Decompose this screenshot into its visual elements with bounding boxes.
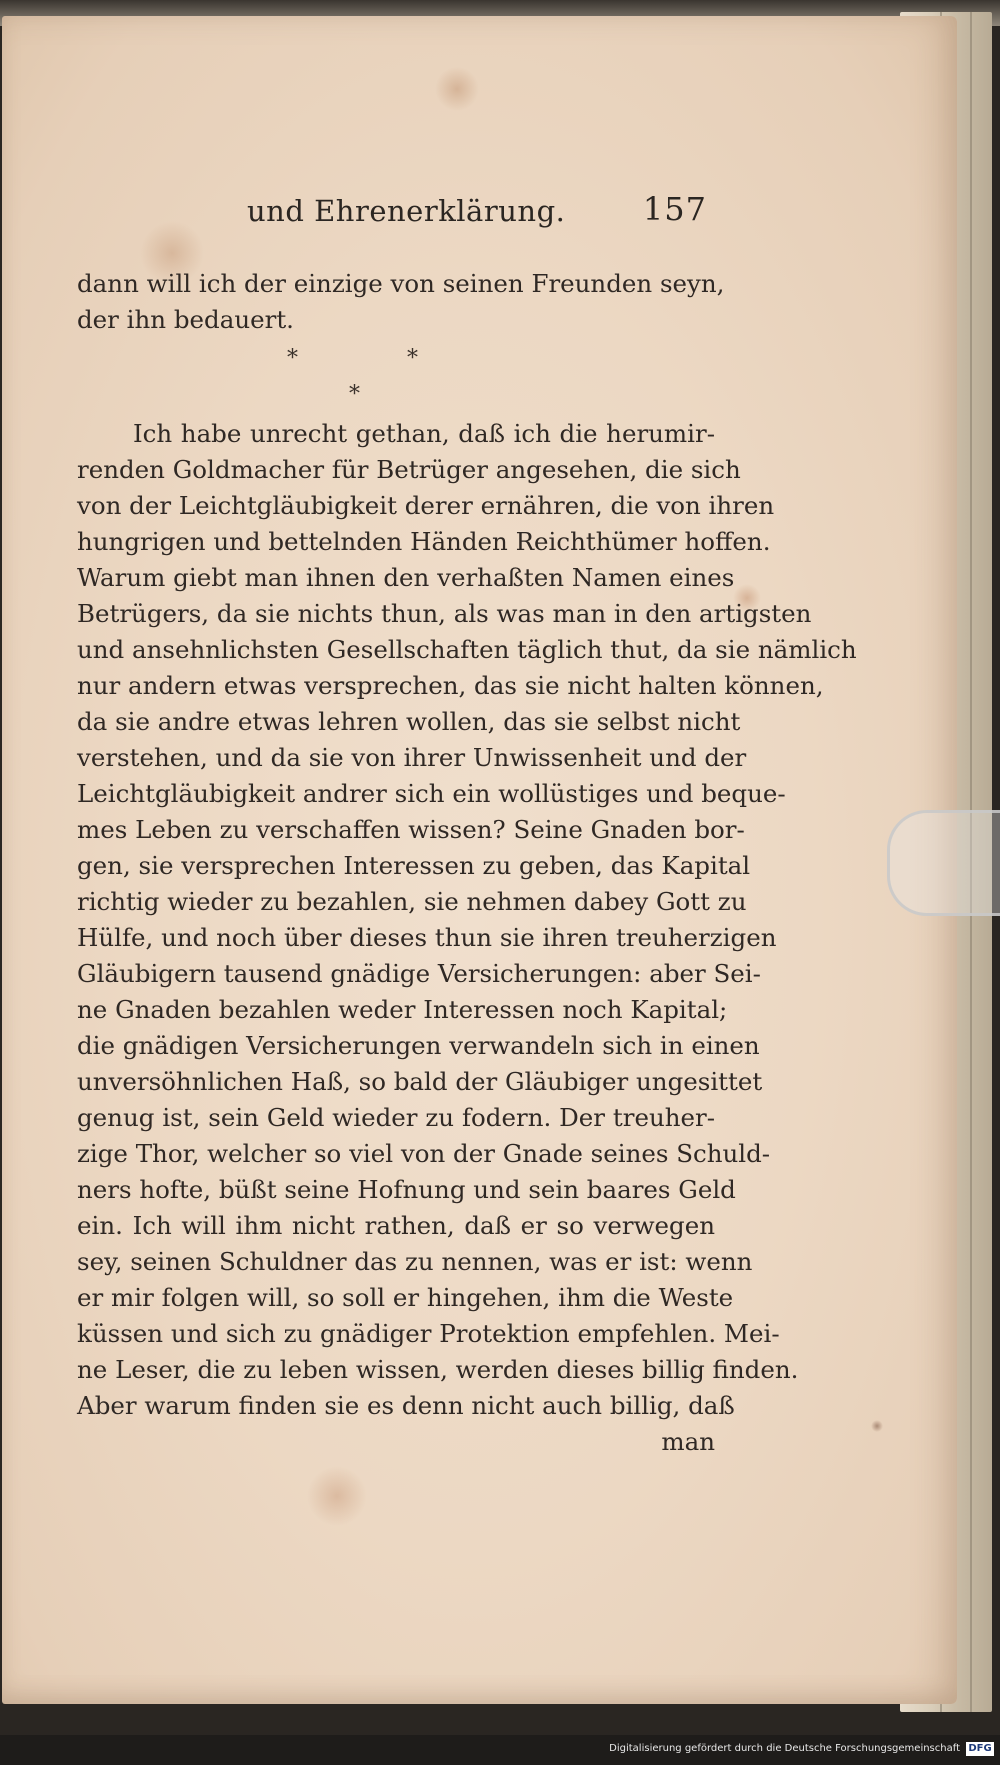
text-line: dann will ich der einzige von seinen Freunden seyn, — [77, 269, 725, 298]
text-line: der ihn bedauert. — [77, 305, 294, 334]
text-line: Aber warum finden sie es denn nicht auch billig, daß — [77, 1391, 735, 1420]
book-page — [2, 16, 957, 1704]
section-separator — [77, 338, 715, 416]
text-line: gen, sie versprechen Interessen zu geben, das Kapital — [77, 851, 751, 880]
text-line: hungrigen und bettelnden Händen Reichthümer hoffen. — [77, 527, 771, 556]
text-line: Warum giebt man ihnen den verhaßten Namen eines — [77, 563, 735, 592]
text-line: verstehen, und da sie von ihrer Unwissenheit und der — [77, 743, 747, 772]
text-line: zige Thor, welcher so viel von der Gnade seines Schuld- — [77, 1139, 771, 1168]
footer-credit: Digitalisierung gefördert durch die Deutsche Forschungsgemeinschaft — [609, 1743, 960, 1754]
footer-bar — [0, 1735, 1000, 1765]
text-line: genug ist, sein Geld wieder zu fodern. Der treuher- — [77, 1103, 715, 1132]
running-title: und Ehrenerklärung. — [247, 194, 566, 228]
page-number: 157 — [642, 190, 707, 228]
text-line: und ansehnlichsten Gesellschaften täglich thut, da sie nämlich — [77, 635, 857, 664]
text-line: ein. Ich will ihm nicht rathen, daß er so verwegen — [77, 1211, 715, 1240]
text-line-content: Ich habe unrecht gethan, daß ich die herumir- — [133, 419, 715, 448]
text-line: Hülfe, und noch über dieses thun sie ihren treuherzigen — [77, 923, 777, 952]
page-header — [247, 186, 707, 236]
text-line: ners hofte, büßt seine Hofnung und sein baares Geld — [77, 1175, 736, 1204]
text-line: er mir folgen will, so soll er hingehen, ihm die Weste — [77, 1283, 734, 1312]
text-line: Gläubigern tausend gnädige Versicherungen: aber Sei- — [77, 959, 761, 988]
text-line: sey, seinen Schuldner das zu nennen, was er ist: wenn — [77, 1247, 753, 1276]
separator-star: * — [287, 346, 298, 371]
text-line: unversöhnlichen Haß, so bald der Gläubiger ungesittet — [77, 1067, 763, 1096]
text-line: von der Leichtgläubigkeit derer ernähren, die von ihren — [77, 491, 775, 520]
text-line: mes Leben zu verschaffen wissen? Seine Gnaden bor- — [77, 815, 745, 844]
text-line: richtig wieder zu bezahlen, sie nehmen dabey Gott zu — [77, 887, 747, 916]
paper-clip — [887, 810, 1000, 916]
paragraph-1 — [77, 266, 725, 338]
text-line: da sie andre etwas lehren wollen, das sie selbst nicht — [77, 707, 741, 736]
text-line: nur andern etwas versprechen, das sie nicht halten können, — [77, 671, 824, 700]
text-line — [77, 416, 715, 452]
body-text — [77, 266, 857, 1460]
text-line: ne Leser, die zu leben wissen, werden dieses billig finden. — [77, 1355, 799, 1384]
dfg-logo: DFG — [966, 1742, 994, 1756]
text-line: küssen und sich zu gnädiger Protektion empfehlen. Mei- — [77, 1319, 780, 1348]
text-line: die gnädigen Versicherungen verwandeln sich in einen — [77, 1031, 760, 1060]
text-line: ne Gnaden bezahlen weder Interessen noch Kapital; — [77, 995, 728, 1024]
paragraph-2 — [77, 416, 857, 1460]
catchword: man — [661, 1427, 715, 1456]
text-line: Leichtgläubigkeit andrer sich ein wollüstiges und beque- — [77, 779, 786, 808]
text-line: Betrügers, da sie nichts thun, als was man in den artigsten — [77, 599, 812, 628]
separator-star: * — [349, 382, 360, 407]
text-line: renden Goldmacher für Betrüger angesehen, die sich — [77, 455, 741, 484]
separator-star: * — [407, 346, 418, 371]
